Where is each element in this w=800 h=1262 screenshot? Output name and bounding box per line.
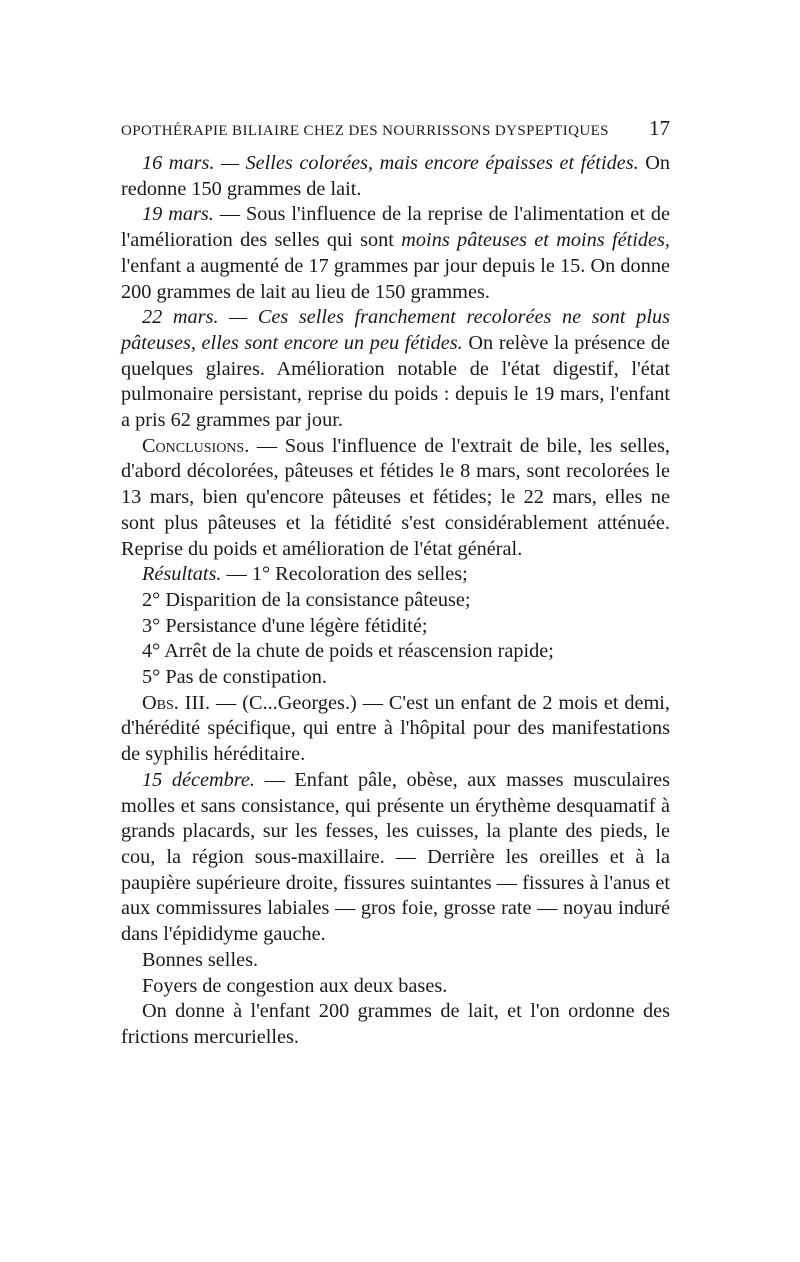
paragraph-19-mars: 19 mars. — Sous l'influence de la reprise de l'alimentation et de l'amélioration des selles qui sont moins pâteuses et moins fétides, l'enfant a augmenté de 17 grammes par jour depuis le 15. On donne 200 grammes de lait au lieu de 150 grammes.	[121, 203, 670, 303]
paragraph-obs-iii: Obs. III. — (C...Georges.) — C'est un enfant de 2 mois et demi, d'hérédité spécifique, qui entre à l'hôpital pour des manifestations de syphilis héréditaire.	[121, 691, 671, 766]
section-lead: Résultats.	[142, 563, 222, 586]
result-item: 3° Persistance d'une légère fétidité;	[142, 614, 428, 637]
page-number: 17	[649, 116, 670, 140]
paragraph-foyers: Foyers de congestion aux deux bases.	[142, 974, 448, 997]
paragraph-bonnes-selles: Bonnes selles.	[142, 948, 259, 971]
paragraph-16-mars: 16 mars. — Selles colorées, mais encore épaisses et fétides. On redonne 150 grammes de lait.	[121, 152, 670, 200]
date-lead: 22 mars. — Ces selles franchement recolorées ne sont plus pâteuses, elles sont encore un peu fétides.	[121, 306, 670, 354]
paragraph-15-decembre: 15 décembre. — Enfant pâle, obèse, aux masses musculaires molles et sans consistance, qui présente un érythème desquamatif à grands placards, sur les fesses, les cuisses, la plante des pieds, le cou, la région sous-maxillaire. — Derrière les oreilles et à la paupière supérieure droite, fissures suintantes — fissures à l'anus et aux commissures labiales — gros foie, grosse rate — noyau induré dans l'épididyme gauche.	[121, 768, 671, 946]
paragraph-22-mars: 22 mars. — Ces selles franchement recolorées ne sont plus pâteuses, elles sont encore un peu fétides. On relève la présence de quelques glaires. Amélioration notable de l'état digestif, l'état pulmonaire persistant, reprise du poids : depuis le 19 mars, l'enfant a pris 62 grammes par jour.	[121, 306, 670, 432]
result-item: 4° Arrêt de la chute de poids et réascension rapide;	[142, 640, 554, 663]
section-lead: Obs. III.	[142, 691, 211, 714]
paragraph-on-donne: On donne à l'enfant 200 grammes de lait, et l'on ordonne des frictions mercurielles.	[121, 1000, 670, 1048]
body-text	[121, 151, 670, 1051]
paragraph-resultats: Résultats. — 1° Recoloration des selles;	[142, 563, 468, 586]
section-lead: Conclusions.	[142, 434, 250, 457]
result-item: 2° Disparition de la consistance pâteuse;	[142, 588, 471, 611]
paragraph-conclusions: Conclusions. — Sous l'influence de l'extrait de bile, les selles, d'abord décolorées, pâteuses et fétides le 8 mars, sont recolorées le 13 mars, bien qu'encore pâteuses et fétides; le 22 mars, elles ne sont plus pâteuses et la fétidité s'est considérablement atténuée. Reprise du poids et amélioration de l'état général.	[121, 434, 670, 560]
result-item: 5° Pas de constipation.	[142, 666, 327, 689]
date-lead: 16 mars. — Selles colorées, mais encore épaisses et fétides.	[142, 152, 639, 174]
date-lead: 15 décembre.	[142, 768, 255, 791]
date-lead: 19 mars.	[142, 203, 214, 226]
running-header	[121, 116, 670, 141]
running-title: OPOTHÉRAPIE BILIAIRE CHEZ DES NOURRISSONS DYSPEPTIQUES	[121, 123, 609, 139]
